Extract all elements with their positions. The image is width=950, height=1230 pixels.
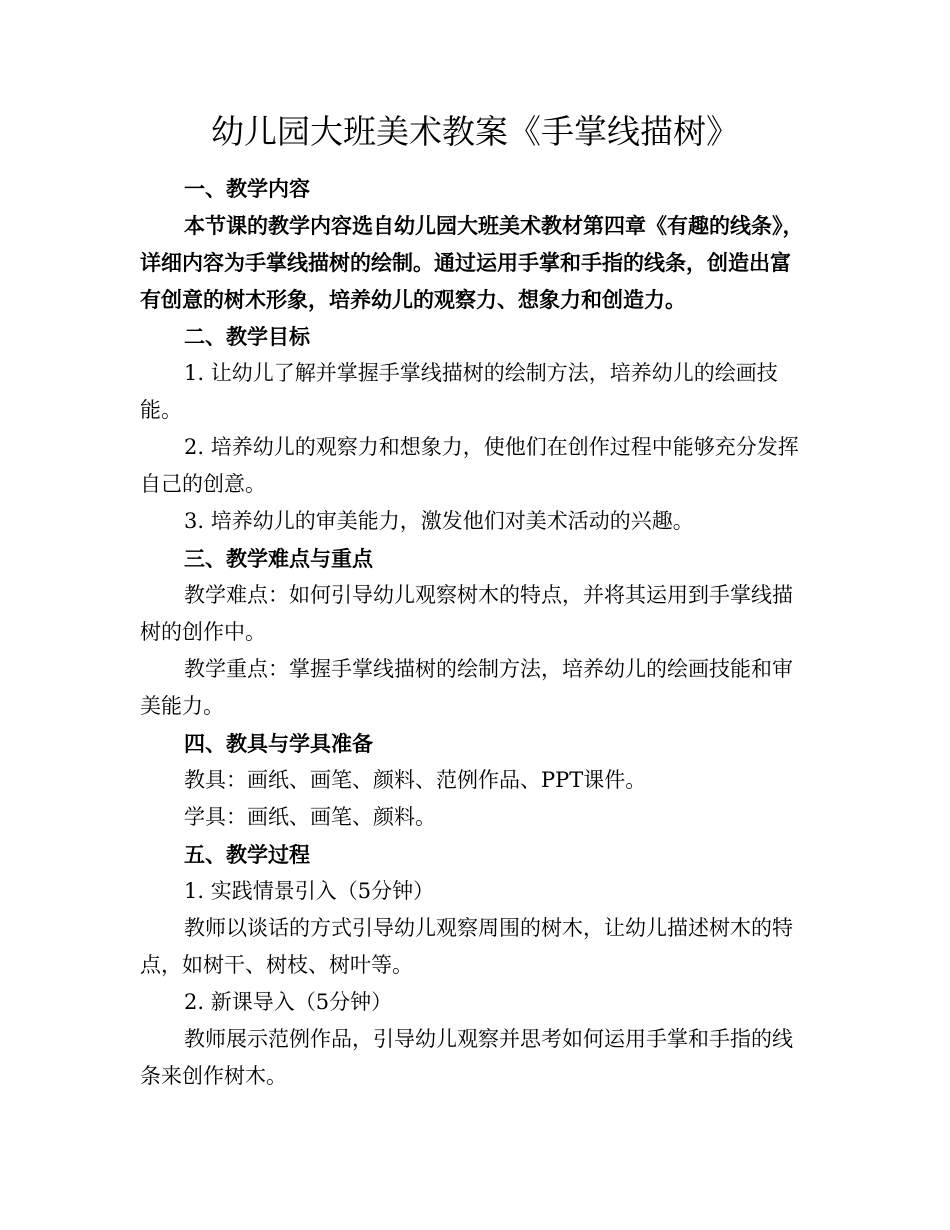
key-point-paragraph: 教学重点：掌握手掌线描树的绘制方法，培养幼儿的绘画技能和审美能力。 (140, 657, 793, 718)
objective-item-1: 1. 让幼儿了解并掌握手掌线描树的绘制方法，培养幼儿的绘画技能。 (140, 361, 778, 422)
section-heading-objectives: 二、教学目标 (184, 324, 310, 349)
learning-tools-paragraph: 学具：画纸、画笔、颜料。 (184, 805, 436, 829)
step1-paragraph: 教师以谈话的方式引导幼儿观察周围的树木，让幼儿描述树木的特点，如树干、树枝、树叶等。 (140, 916, 793, 977)
step1-title: 1. 实践情景引入（5分钟） (184, 879, 435, 903)
step2-title: 2. 新课导入（5分钟） (184, 990, 393, 1014)
objective-item-2: 2. 培养幼儿的观察力和想象力，使他们在创作过程中能够充分发挥自己的创意。 (140, 435, 799, 496)
section-heading-materials: 四、教具与学具准备 (184, 731, 373, 756)
document-title: 幼儿园大班美术教案《手掌线描树》 (211, 112, 739, 151)
document-page (140, 108, 810, 1095)
difficulty-paragraph: 教学难点：如何引导幼儿观察树木的特点，并将其运用到手掌线描树的创作中。 (140, 583, 793, 644)
section-paragraph-content: 本节课的教学内容选自幼儿园大班美术教材第四章《有趣的线条》，详细内容为手掌线描树的绘制。通过运用手掌和手指的线条，创造出富有创意的树木形象，培养幼儿的观察力、想象力和创造力。 (140, 213, 804, 312)
objective-item-3: 3. 培养幼儿的审美能力，激发他们对美术活动的兴趣。 (184, 509, 694, 533)
section-heading-process: 五、教学过程 (184, 842, 310, 867)
section-heading-content: 一、教学内容 (184, 176, 310, 201)
step2-paragraph: 教师展示范例作品，引导幼儿观察并思考如何运用手掌和手指的线条来创作树木。 (140, 1027, 793, 1088)
teaching-tools-paragraph: 教具：画纸、画笔、颜料、范例作品、PPT课件。 (184, 768, 647, 792)
section-heading-difficulties: 三、教学难点与重点 (184, 546, 373, 571)
